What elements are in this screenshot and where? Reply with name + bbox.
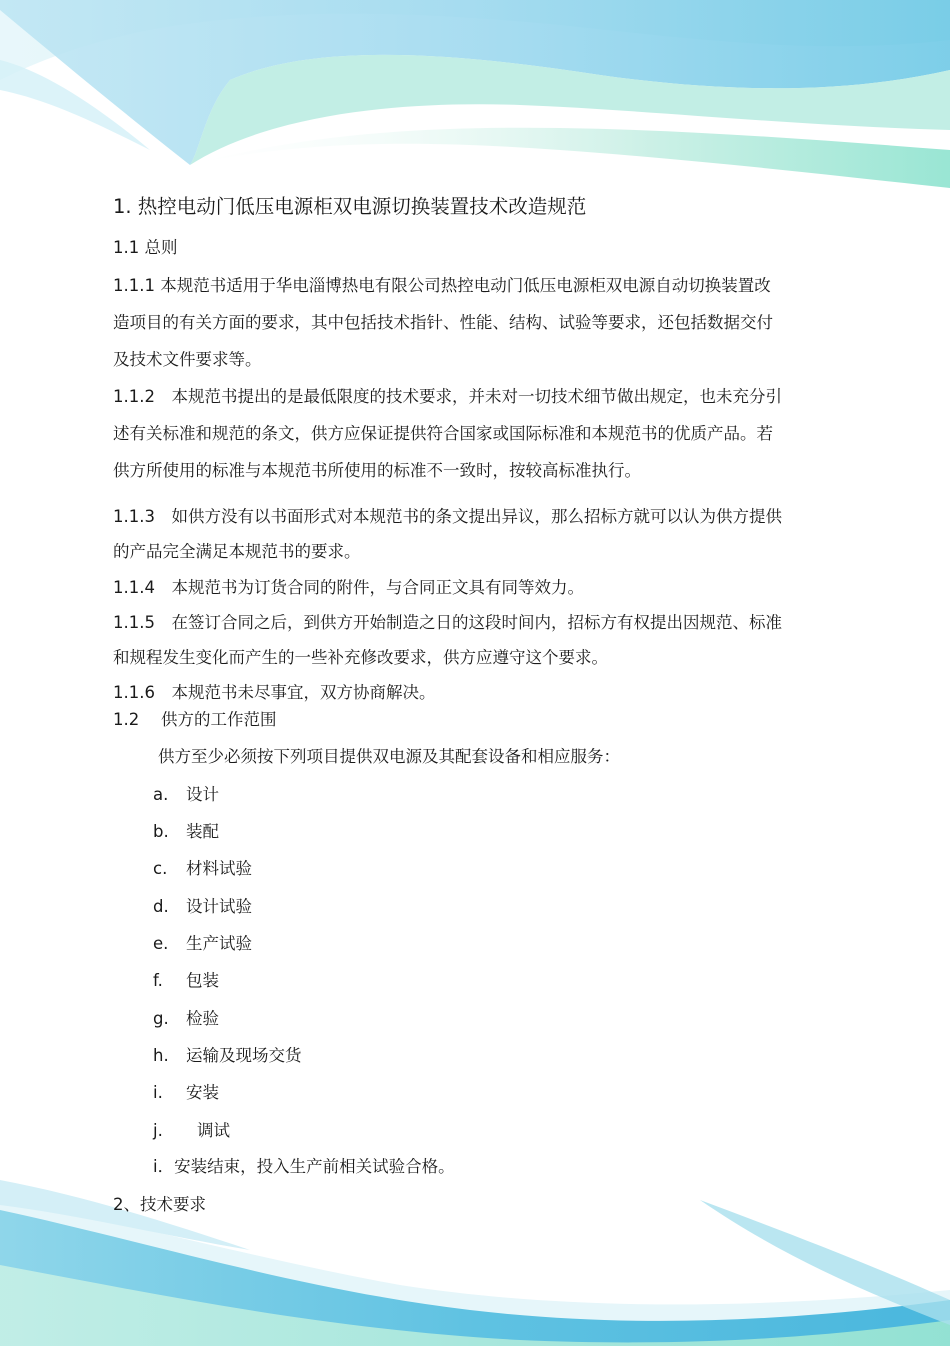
paragraph-1-1-2-line: 1.1.2 本规范书提出的是最低限度的技术要求，并未对一切技术细节做出规定，也未充分引 (113, 387, 782, 406)
list-item-marker: f. (153, 971, 163, 990)
list-item-text: 设计 (186, 785, 219, 804)
paragraph-1-1-6: 1.1.6 本规范书未尽事宜，双方协商解决。 (113, 683, 436, 702)
list-item-text: 调试 (197, 1121, 230, 1140)
section-1-1-heading: 1.1 总则 (113, 238, 178, 257)
list-item-marker: e. (153, 934, 169, 953)
list-item-marker: d. (153, 897, 169, 916)
paragraph-1-1-1-line: 1.1.1 本规范书适用于华电淄博热电有限公司热控电动门低压电源柜双电源自动切换装置改 (113, 276, 771, 295)
paragraph-1-1-5-line: 1.1.5 在签订合同之后，到供方开始制造之日的这段时间内，招标方有权提出因规范、标准 (113, 613, 782, 632)
list-item-marker: i. (153, 1083, 163, 1102)
list-item-marker: j. (153, 1121, 163, 1140)
scope-intro: 供方至少必须按下列项目提供双电源及其配套设备和相应服务： (158, 747, 620, 766)
list-item-text: 检验 (186, 1009, 219, 1028)
paragraph-1-1-1-line: 造项目的有关方面的要求，其中包括技术指针、性能、结构、试验等要求，还包括数据交付 (113, 313, 773, 332)
list-item-text: 装配 (186, 822, 219, 841)
paragraph-1-1-3-line: 1.1.3 如供方没有以书面形式对本规范书的条文提出异议，那么招标方就可以认为供方提供 (113, 507, 782, 526)
list-item-text: 材料试验 (186, 859, 252, 878)
document-title: 1. 热控电动门低压电源柜双电源切换装置技术改造规范 (113, 195, 587, 218)
list-item-marker: h. (153, 1046, 169, 1065)
section-2-heading: 2、技术要求 (113, 1195, 206, 1214)
paragraph-1-1-4: 1.1.4 本规范书为订货合同的附件，与合同正文具有同等效力。 (113, 578, 584, 597)
section-1-2-heading: 1.2 供方的工作范围 (113, 710, 277, 729)
list-item-marker: b. (153, 822, 169, 841)
paragraph-1-1-1-line: 及技术文件要求等。 (113, 350, 262, 369)
list-item-text: 包装 (186, 971, 219, 990)
paragraph-1-1-3-line: 的产品完全满足本规范书的要求。 (113, 542, 361, 561)
final-list-item: i．安装结束，投入生产前相关试验合格。 (153, 1157, 455, 1176)
list-item-text: 运输及现场交货 (186, 1046, 302, 1065)
list-item-marker: g. (153, 1009, 169, 1028)
list-item-text: 生产试验 (186, 934, 252, 953)
paragraph-1-1-2-line: 述有关标准和规范的条文，供方应保证提供符合国家或国际标准和本规范书的优质产品。若 (113, 424, 773, 443)
list-item-text: 设计试验 (186, 897, 252, 916)
list-item-text: 安装 (186, 1083, 219, 1102)
list-item-marker: c. (153, 859, 168, 878)
paragraph-1-1-2-line: 供方所使用的标准与本规范书所使用的标准不一致时，按较高标准执行。 (113, 461, 641, 480)
paragraph-1-1-5-line: 和规程发生变化而产生的一些补充修改要求，供方应遵守这个要求。 (113, 648, 608, 667)
list-item-marker: a. (153, 785, 169, 804)
